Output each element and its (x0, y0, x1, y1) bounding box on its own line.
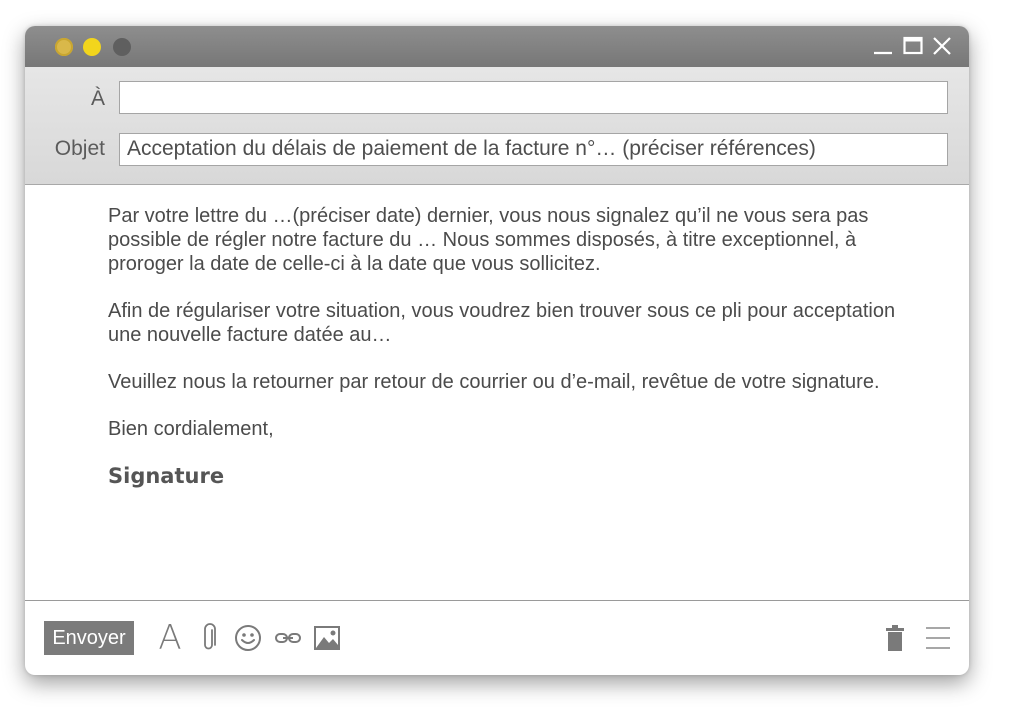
link-icon[interactable] (273, 622, 303, 654)
signature: Signature (108, 464, 225, 488)
email-compose-window (25, 26, 969, 675)
window-button-minimize-light[interactable] (83, 38, 101, 56)
body-paragraph-3: Veuillez nous la retourner par retour de courrier ou d’e-mail, revêtue de votre signature. (108, 371, 880, 393)
title-bar (25, 26, 969, 67)
to-label: À (90, 87, 105, 110)
window-button-close-light[interactable] (55, 38, 73, 56)
body-paragraph-1: Par votre lettre du …(préciser date) dernier, vous nous signalez qu’il ne vous sera pas possible de régler notre facture du … Nous sommes disposés, à titre exceptionnel, à proroger la date de celle-ci à la date que vous sollicitez. (108, 205, 869, 275)
toolbar-divider (25, 600, 969, 601)
trash-icon[interactable] (883, 622, 907, 654)
subject-field[interactable]: Acceptation du délais de paiement de la facture n°… (préciser références) (119, 133, 948, 166)
message-body[interactable] (108, 204, 928, 511)
to-field[interactable] (119, 81, 948, 114)
closing-line: Bien cordialement, (108, 418, 274, 440)
compose-header (25, 67, 969, 185)
body-paragraph-2: Afin de régulariser votre situation, vous voudrez bien trouver sous ce pli pour acceptation une nouvelle facture datée au… (108, 300, 896, 346)
menu-icon[interactable] (924, 622, 952, 654)
close-icon[interactable] (930, 34, 954, 58)
maximize-icon[interactable] (901, 34, 925, 58)
emoji-icon[interactable] (233, 622, 263, 654)
window-button-zoom-light[interactable] (113, 38, 131, 56)
paperclip-icon[interactable] (198, 622, 220, 654)
send-button[interactable]: Envoyer (44, 621, 134, 655)
font-icon[interactable]: A (158, 618, 182, 658)
image-icon[interactable] (312, 622, 342, 654)
minimize-icon[interactable] (871, 34, 895, 58)
subject-label: Objet (54, 137, 105, 160)
